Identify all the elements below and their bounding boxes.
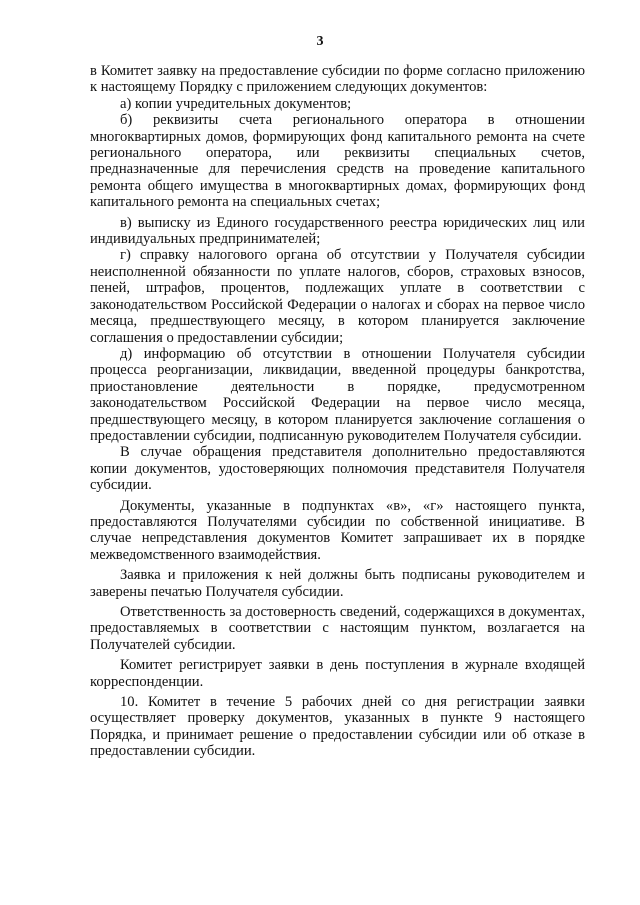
paragraph-responsibility: Ответственность за достоверность сведений, содержащихся в документах, предоставляемых в соответствии с настоящим пунктом, возлагается на Получателей субсидии. — [90, 604, 585, 653]
document-body — [90, 63, 585, 760]
paragraph-item-g: г) справку налогового органа об отсутствии у Получателя субсидии неисполненной обязанности по уплате налогов, сборов, страховых взносов, пеней, штрафов, процентов, подлежащих уплате в соответствии с законодательством Российской Федерации о налогах и сборах на первое число месяца, предшествующего месяцу, в котором планируется заключение соглашения о предоставлении субсидии; — [90, 247, 585, 346]
paragraph-item-d: д) информацию об отсутствии в отношении Получателя субсидии процесса реорганизации, ликвидации, введенной процедуры банкротства, приостановление деятельности в порядке, предусмотренном законодательством Российской Федерации на первое число месяца, предшествующего месяцу, в котором планируется заключение соглашения о предоставлении субсидии, подписанную руководителем Получателя субсидии. — [90, 345, 585, 444]
page-number: 3 — [316, 34, 324, 49]
paragraph-registration: Комитет регистрирует заявки в день поступления в журнале входящей корреспонденции. — [90, 657, 585, 690]
paragraph-representative: В случае обращения представителя дополнительно предоставляются копии документов, удостоверяющих полномочия представителя Получателя субсидии. — [90, 444, 585, 494]
paragraph-item-10: 10. Комитет в течение 5 рабочих дней со дня регистрации заявки осуществляет проверку документов, указанных в пункте 9 настоящего Порядка, и принимает решение о предоставлении субсидии или об отказе в предоставлении субсидии. — [90, 694, 585, 760]
paragraph-item-b: б) реквизиты счета регионального оператора в отношении многоквартирных домов, формирующих фонд капитального ремонта на счете регионального оператора, или реквизиты специальных счетов, предназначенные для перечисления средств на проведение капитального ремонта общего имущества в многоквартирных домах, формирующих фонд капитального ремонта на специальных счетах; — [90, 112, 585, 211]
paragraph-item-v: в) выписку из Единого государственного реестра юридических лиц или индивидуальных предпринимателей; — [90, 214, 585, 248]
paragraph-documents-initiative: Документы, указанные в подпунктах «в», «г» настоящего пункта, предоставляются Получателями субсидии по собственной инициативе. В случае непредставления документов Комитет запрашивает их в порядке межведомственного взаимодействия. — [90, 497, 585, 563]
paragraph-signature-seal: Заявка и приложения к ней должны быть подписаны руководителем и заверены печатью Получателя субсидии. — [90, 567, 585, 600]
paragraph-intro: в Комитет заявку на предоставление субсидии по форме согласно приложению к настоящему Порядку с приложением следующих документов: — [90, 63, 585, 96]
paragraph-item-a: а) копии учредительных документов; — [120, 95, 352, 112]
